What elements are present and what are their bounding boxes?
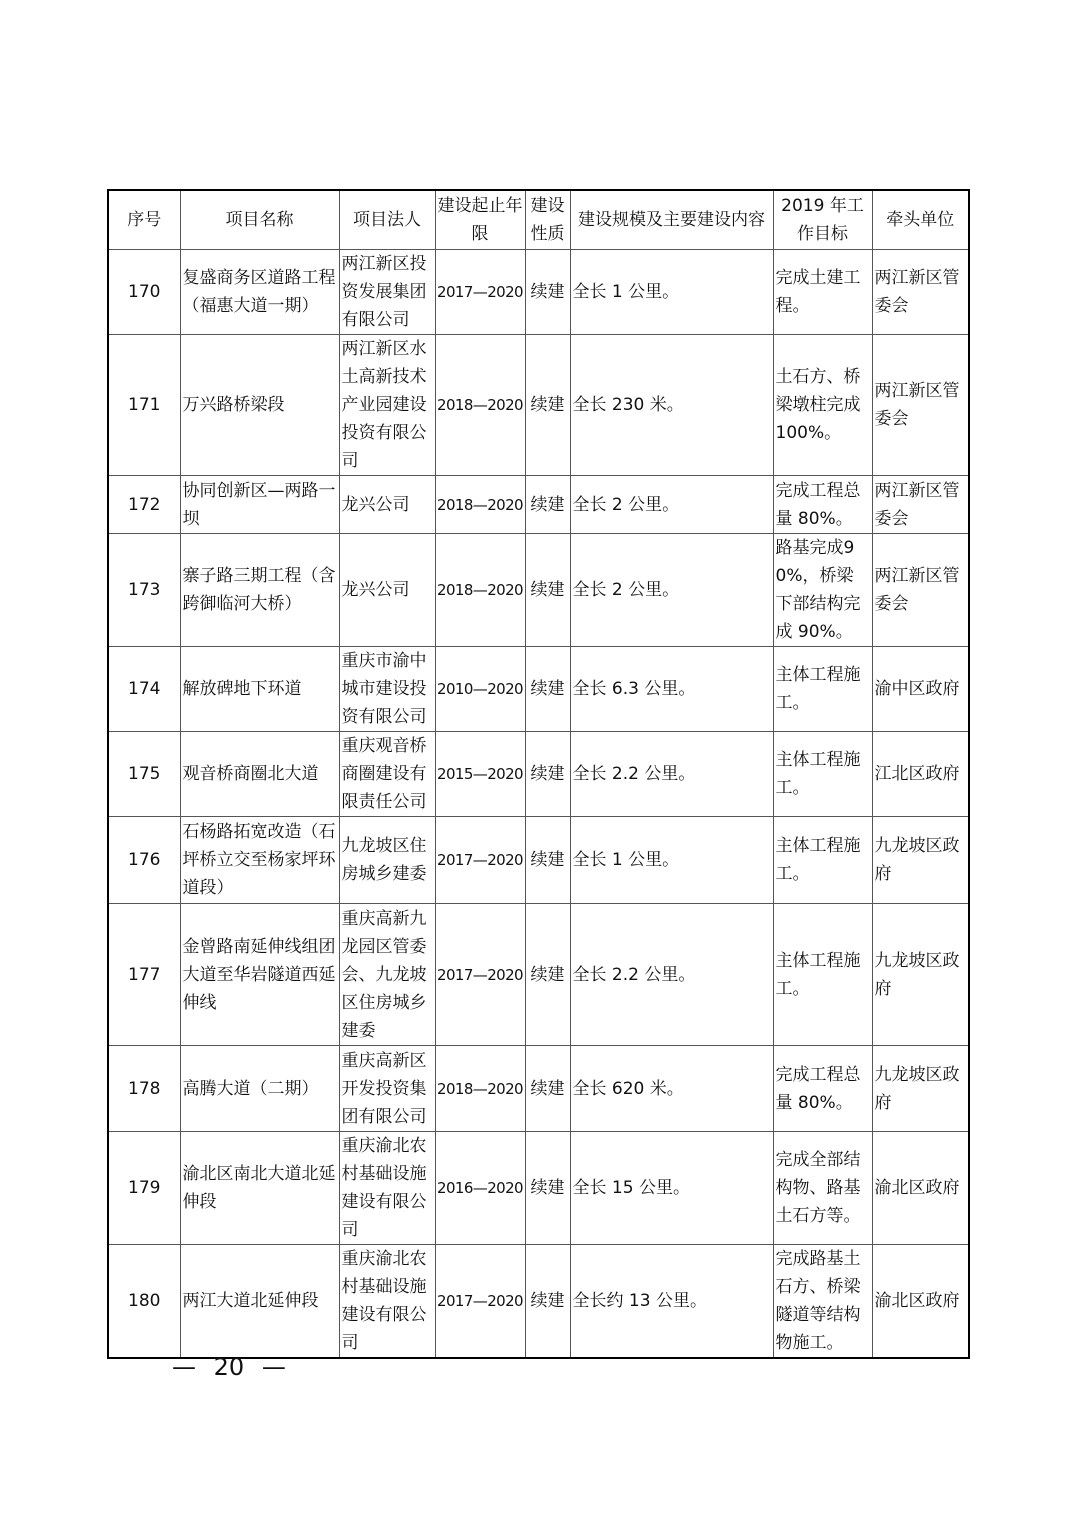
cell-name: 协同创新区—两路一坝 — [180, 476, 339, 534]
cell-name: 石杨路拓宽改造（石坪桥立交至杨家坪环道段） — [180, 817, 339, 904]
header-cell: 建设性质 — [525, 190, 570, 250]
cell-years: 2016—2020 — [435, 1132, 525, 1245]
header-cell: 牵头单位 — [872, 190, 969, 250]
cell-scale: 全长 1 公里。 — [570, 817, 773, 904]
cell-no: 180 — [108, 1245, 180, 1359]
table-row — [108, 732, 969, 817]
cell-type: 续建 — [525, 476, 570, 534]
header-cell: 项目法人 — [339, 190, 435, 250]
cell-lead: 渝中区政府 — [872, 647, 969, 732]
table-row — [108, 476, 969, 534]
header-cell: 2019 年工作目标 — [773, 190, 872, 250]
table-row — [108, 534, 969, 647]
header-cell: 序号 — [108, 190, 180, 250]
table-body — [108, 250, 969, 1359]
cell-owner: 龙兴公司 — [339, 476, 435, 534]
cell-lead: 两江新区管委会 — [872, 335, 969, 476]
cell-lead: 两江新区管委会 — [872, 534, 969, 647]
cell-type: 续建 — [525, 1245, 570, 1359]
cell-target: 完成土建工程。 — [773, 250, 872, 335]
cell-type: 续建 — [525, 647, 570, 732]
cell-years: 2018—2020 — [435, 476, 525, 534]
cell-target: 完成路基土石方、桥梁隧道等结构物施工。 — [773, 1245, 872, 1359]
table-row — [108, 335, 969, 476]
cell-years: 2010—2020 — [435, 647, 525, 732]
cell-name: 两江大道北延伸段 — [180, 1245, 339, 1359]
cell-scale: 全长 2 公里。 — [570, 476, 773, 534]
cell-no: 177 — [108, 904, 180, 1046]
cell-no: 173 — [108, 534, 180, 647]
cell-type: 续建 — [525, 1132, 570, 1245]
cell-years: 2017—2020 — [435, 904, 525, 1046]
cell-owner: 重庆渝北农村基础设施建设有限公司 — [339, 1132, 435, 1245]
cell-years: 2017—2020 — [435, 250, 525, 335]
cell-target: 主体工程施工。 — [773, 647, 872, 732]
cell-lead: 九龙坡区政府 — [872, 904, 969, 1046]
header-cell: 项目名称 — [180, 190, 339, 250]
cell-target: 土石方、桥梁墩柱完成100%。 — [773, 335, 872, 476]
cell-no: 171 — [108, 335, 180, 476]
cell-years: 2018—2020 — [435, 335, 525, 476]
page-footer — [172, 1350, 286, 1384]
footer-dash-left: — — [172, 1353, 196, 1381]
cell-scale: 全长 2.2 公里。 — [570, 732, 773, 817]
cell-scale: 全长约 13 公里。 — [570, 1245, 773, 1359]
cell-scale: 全长 6.3 公里。 — [570, 647, 773, 732]
cell-no: 175 — [108, 732, 180, 817]
cell-owner: 重庆渝北农村基础设施建设有限公司 — [339, 1245, 435, 1359]
cell-type: 续建 — [525, 904, 570, 1046]
cell-type: 续建 — [525, 1046, 570, 1132]
cell-type: 续建 — [525, 732, 570, 817]
cell-owner: 两江新区投资发展集团有限公司 — [339, 250, 435, 335]
cell-name: 寨子路三期工程（含跨御临河大桥） — [180, 534, 339, 647]
cell-name: 高腾大道（二期） — [180, 1046, 339, 1132]
cell-target: 路基完成90%，桥梁下部结构完成 90%。 — [773, 534, 872, 647]
cell-target: 主体工程施工。 — [773, 904, 872, 1046]
cell-no: 174 — [108, 647, 180, 732]
cell-lead: 渝北区政府 — [872, 1245, 969, 1359]
cell-scale: 全长 15 公里。 — [570, 1132, 773, 1245]
table-row — [108, 904, 969, 1046]
cell-years: 2018—2020 — [435, 534, 525, 647]
cell-years: 2017—2020 — [435, 1245, 525, 1359]
cell-scale: 全长 620 米。 — [570, 1046, 773, 1132]
project-table — [107, 189, 970, 1359]
cell-name: 渝北区南北大道北延伸段 — [180, 1132, 339, 1245]
cell-no: 170 — [108, 250, 180, 335]
cell-no: 179 — [108, 1132, 180, 1245]
cell-no: 176 — [108, 817, 180, 904]
cell-target: 主体工程施工。 — [773, 732, 872, 817]
cell-no: 172 — [108, 476, 180, 534]
cell-owner: 重庆观音桥商圈建设有限责任公司 — [339, 732, 435, 817]
cell-name: 解放碑地下环道 — [180, 647, 339, 732]
cell-type: 续建 — [525, 534, 570, 647]
cell-type: 续建 — [525, 250, 570, 335]
cell-target: 完成全部结构物、路基土石方等。 — [773, 1132, 872, 1245]
cell-target: 主体工程施工。 — [773, 817, 872, 904]
cell-name: 万兴路桥梁段 — [180, 335, 339, 476]
cell-name: 金曾路南延伸线组团大道至华岩隧道西延伸线 — [180, 904, 339, 1046]
header-cell: 建设规模及主要建设内容 — [570, 190, 773, 250]
cell-type: 续建 — [525, 817, 570, 904]
table-row — [108, 250, 969, 335]
cell-scale: 全长 2 公里。 — [570, 534, 773, 647]
cell-owner: 重庆市渝中城市建设投资有限公司 — [339, 647, 435, 732]
cell-owner: 九龙坡区住房城乡建委 — [339, 817, 435, 904]
cell-no: 178 — [108, 1046, 180, 1132]
table-row — [108, 647, 969, 732]
cell-scale: 全长 230 米。 — [570, 335, 773, 476]
cell-owner: 两江新区水土高新技术产业园建设投资有限公司 — [339, 335, 435, 476]
cell-target: 完成工程总量 80%。 — [773, 476, 872, 534]
cell-lead: 渝北区政府 — [872, 1132, 969, 1245]
cell-name: 复盛商务区道路工程（福惠大道一期） — [180, 250, 339, 335]
table-row — [108, 1132, 969, 1245]
cell-lead: 九龙坡区政府 — [872, 817, 969, 904]
cell-years: 2015—2020 — [435, 732, 525, 817]
header-cell: 建设起止年限 — [435, 190, 525, 250]
cell-lead: 九龙坡区政府 — [872, 1046, 969, 1132]
table-row — [108, 817, 969, 904]
table-row — [108, 1046, 969, 1132]
cell-owner: 重庆高新九龙园区管委会、九龙坡区住房城乡建委 — [339, 904, 435, 1046]
page-number: 20 — [213, 1353, 245, 1381]
cell-lead: 江北区政府 — [872, 732, 969, 817]
cell-lead: 两江新区管委会 — [872, 250, 969, 335]
cell-target: 完成工程总量 80%。 — [773, 1046, 872, 1132]
footer-dash-right: — — [261, 1353, 286, 1381]
cell-years: 2018—2020 — [435, 1046, 525, 1132]
cell-type: 续建 — [525, 335, 570, 476]
cell-name: 观音桥商圈北大道 — [180, 732, 339, 817]
cell-scale: 全长 1 公里。 — [570, 250, 773, 335]
cell-years: 2017—2020 — [435, 817, 525, 904]
cell-owner: 重庆高新区开发投资集团有限公司 — [339, 1046, 435, 1132]
table-row — [108, 1245, 969, 1359]
cell-owner: 龙兴公司 — [339, 534, 435, 647]
header-row — [108, 190, 969, 250]
cell-lead: 两江新区管委会 — [872, 476, 969, 534]
cell-scale: 全长 2.2 公里。 — [570, 904, 773, 1046]
